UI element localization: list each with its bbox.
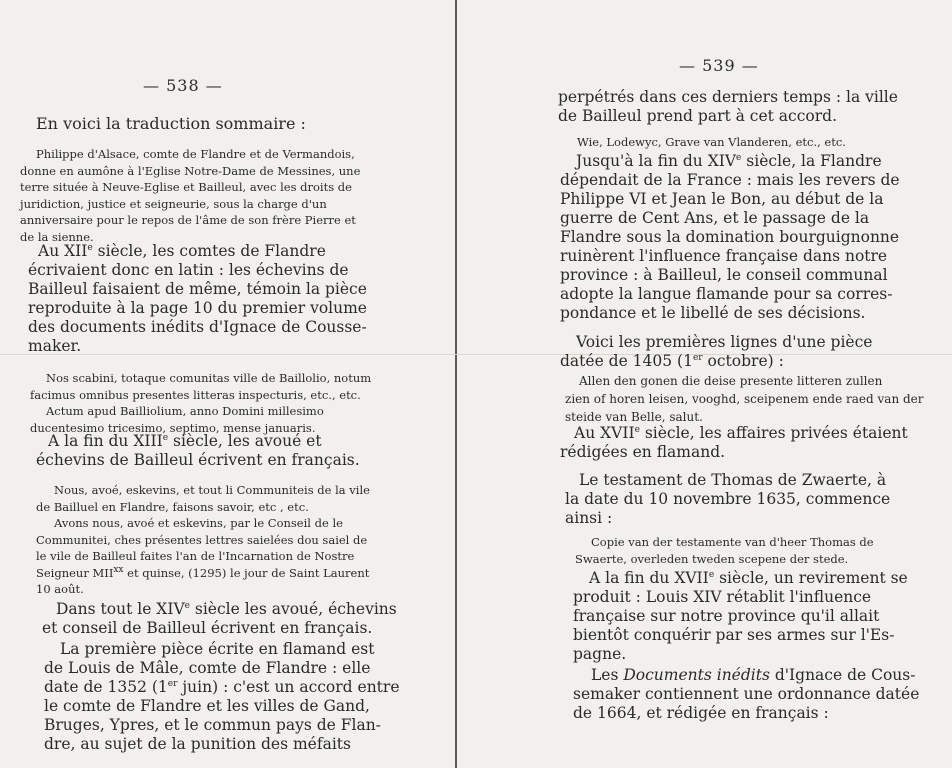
page-number: — 539 — — [679, 56, 759, 75]
old-french-quote: Nous, avoé, eskevins, et tout li Communiteis de la vile de Bailluel en Flandre, faisons savoir, etc , etc. Avons nous, avoé et eskevins, par le Conseil de le Communitei, ches présentes lettres saielées dou saiel de le vile de Bailleul faites l'an de l'Incarnation de Nostre Seigneur MII$^{xx}$ et quinse, (1295) le jour de Saint Laurent 10 août. — [36, 483, 370, 596]
paragraph-1405: Voici les premières lignes d'une pièce datée de 1405 (1er octobre) : — [560, 333, 873, 370]
paragraph-xvii-century: Au XVIIe siècle, les affaires privées étaient rédigées en flamand. — [560, 424, 908, 461]
paragraph-xiii-century: A la fin du XIIIe siècle, les avoué et échevins de Bailleul écrivent en français. — [36, 432, 360, 469]
paragraph-continuation: perpétrés dans ces derniers temps : la ville de Bailleul prend part à cet accord. — [558, 88, 898, 125]
paragraph-testament: Le testament de Thomas de Zwaerte, à la date du 10 novembre 1635, commence ainsi : — [565, 471, 891, 527]
paragraph-documents-inedits: Les Documents inédits d'Ignace de Cous- semaker contiennent une ordonnance datée de 1664, et rédigée en français : — [573, 666, 920, 722]
paragraph-xiv-century-end: Jusqu'à la fin du XIVe siècle, la Flandre dépendait de la France : mais les revers de Philippe VI et Jean le Bon, au début de la guerre de Cent Ans, et le passage de la Flandre sous la domination bourguignonne ruinèrent l'influence française dans notre province : à Bailleul, le conseil communal adopte la langue flamande pour sa corres- pondance et le libellé de ses décisions. — [560, 152, 900, 322]
signature-line: Wie, Lodewyc, Grave van Vlanderen, etc., etc. — [577, 135, 846, 149]
left-page — [0, 0, 455, 768]
paragraph-late-xvii-century: A la fin du XVIIe siècle, un revirement se produit : Louis XIV rétablit l'influence française sur notre province qu'il allait bientôt conquérir par ses armes sur l'Es- pagne. — [573, 569, 908, 663]
paragraph-xii-century: Au XIIe siècle, les comtes de Flandre écrivaient donc en latin : les échevins de Bailleul faisaient de même, témoin la pièce reproduite à la page 10 du premier volume des documents inédits d'Ignace de Cousse- maker. — [28, 242, 367, 355]
right-page — [457, 0, 952, 768]
latin-quote: Nos scabini, totaque comunitas ville de Baillolio, notum facimus omnibus presentes litteras inspecturis, etc., etc. Actum apud Bailliolium, anno Domini millesimo ducentesimo tricesimo, septimo, mense januaris. — [30, 371, 372, 435]
paragraph-xiv-century: Dans tout le XIVe siècle les avoué, échevins et conseil de Bailleul écrivent en français. — [42, 600, 397, 637]
flemish-quote: Allen den gonen die deise presente litteren zullen zien of horen leisen, vooghd, sceipenem ende raed van der steide van Belle, salut. — [565, 374, 924, 424]
paragraph-first-flemish: La première pièce écrite en flamand est de Louis de Mâle, comte de Flandre : elle date de 1352 (1er juin) : c'est un accord entre le comte de Flandre et les villes de Gand, Bruges, Ypres, et le commun pays de Flan- dre, au sujet de la punition des méfaits — [44, 640, 400, 753]
page-number: — 538 — — [143, 76, 223, 95]
intro-line: En voici la traduction sommaire : — [36, 114, 306, 133]
translation-block: Philippe d'Alsace, comte de Flandre et de Vermandois, donne en aumône à l'Eglise Notre-Dame de Messines, une terre située à Neuve-Eglise et Bailleul, avec les droits de juridiction, justice et seigneurie, sous la charge d'un anniversaire pour le repos de l'âme de son frère Pierre et de la sienne. — [20, 147, 361, 244]
testament-quote: Copie van der testamente van d'heer Thomas de Swaerte, overleden tweden scepene der stede. — [575, 535, 874, 566]
